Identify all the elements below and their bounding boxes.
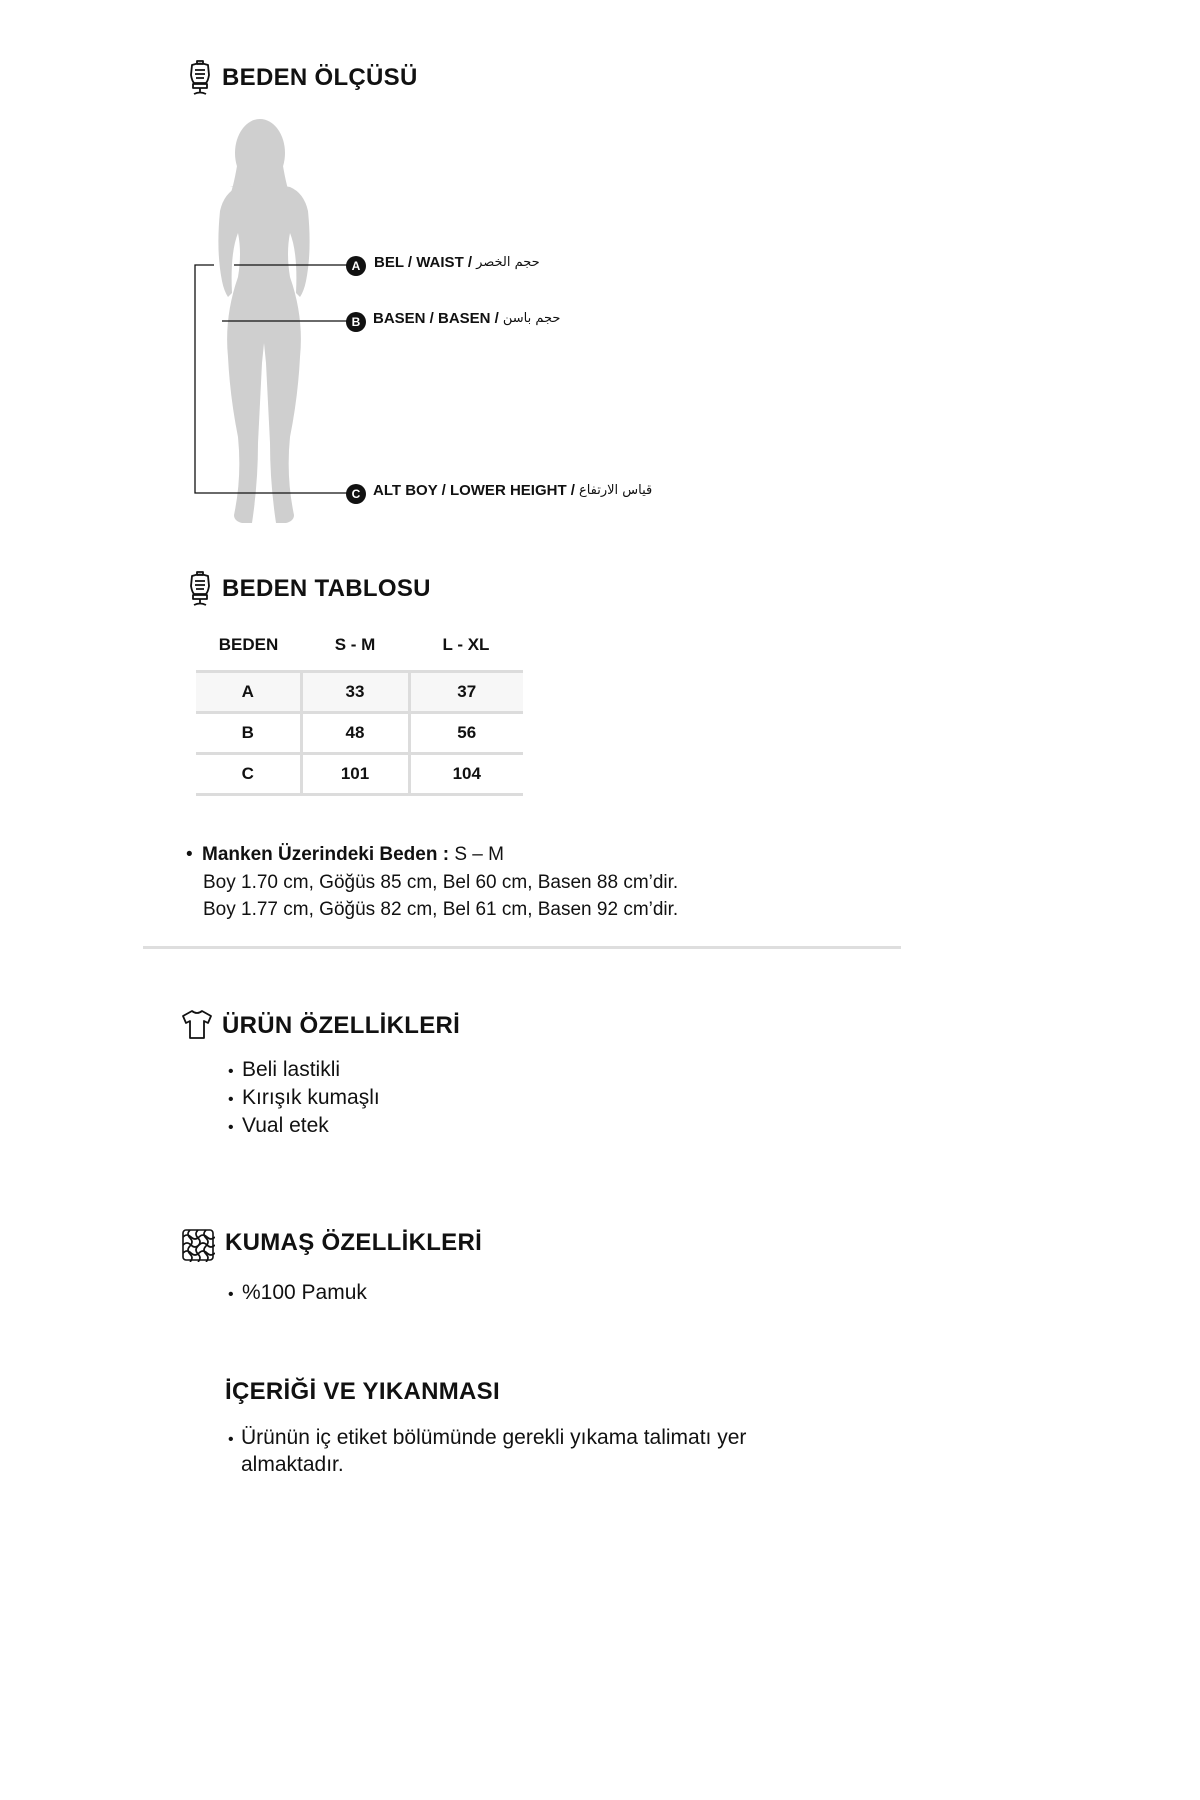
table-header: L - XL xyxy=(442,635,490,654)
table-cell: 104 xyxy=(409,754,523,795)
table-cell: B xyxy=(196,713,301,754)
table-row xyxy=(196,754,523,795)
fabric-pattern-icon xyxy=(181,1228,215,1262)
list-item: • Kırışık kumaşlı xyxy=(228,1085,380,1113)
table-cell: C xyxy=(196,754,301,795)
model-measurements-2: Boy 1.77 cm, Göğüs 82 cm, Bel 61 cm, Basen 92 cm’dir. xyxy=(203,899,679,920)
measurement-badge-b: B xyxy=(346,312,366,332)
size-table-header-row xyxy=(196,628,523,662)
care-text: • Ürünün iç etiket bölümünde gerekli yıkama talimatı yer almaktadır. xyxy=(228,1426,747,1476)
measurement-badge-c: C xyxy=(346,484,366,504)
section-divider xyxy=(143,946,901,949)
table-cell: A xyxy=(196,672,301,713)
measurement-label-hips: BASEN / BASEN / حجم باسن xyxy=(373,310,561,327)
fabric-features-title: KUMAŞ ÖZELLİKLERİ xyxy=(225,1229,483,1256)
tshirt-icon xyxy=(181,1008,213,1040)
measurement-label-lower-height: ALT BOY / LOWER HEIGHT / قياس الارتفاع xyxy=(373,482,653,499)
measurement-badge-a: A xyxy=(346,256,366,276)
table-row xyxy=(196,672,523,713)
table-cell: 37 xyxy=(409,672,523,713)
measurement-label-waist: BEL / WAIST / حجم الخصر xyxy=(374,254,540,271)
care-line-1: Ürünün iç etiket bölümünde gerekli yıkama talimatı yer xyxy=(241,1426,747,1449)
model-measurements-1: Boy 1.70 cm, Göğüs 85 cm, Bel 60 cm, Basen 88 cm’dir. xyxy=(203,872,679,893)
table-cell: 56 xyxy=(409,713,523,754)
table-cell: 33 xyxy=(301,672,409,713)
table-row xyxy=(196,713,523,754)
table-cell: 101 xyxy=(301,754,409,795)
product-features-title: ÜRÜN ÖZELLİKLERİ xyxy=(222,1012,461,1039)
mannequin-icon xyxy=(186,569,214,609)
model-size-value: S – M xyxy=(454,844,504,865)
size-table-title: BEDEN TABLOSU xyxy=(222,575,431,602)
measurement-lines xyxy=(190,255,360,500)
list-item: • Vual etek xyxy=(228,1113,380,1141)
mannequin-icon xyxy=(186,58,214,98)
measurements-title: BEDEN ÖLÇÜSÜ xyxy=(222,64,418,91)
care-line-2: almaktadır. xyxy=(241,1453,344,1476)
care-title: İÇERİĞİ VE YIKANMASI xyxy=(225,1378,500,1405)
model-size-line: • Manken Üzerindeki Beden : S – M xyxy=(186,844,504,865)
fabric-features-list xyxy=(228,1280,367,1308)
table-cell: 48 xyxy=(301,713,409,754)
product-features-list xyxy=(228,1057,380,1141)
table-header: S - M xyxy=(334,635,376,654)
list-item: • %100 Pamuk xyxy=(228,1280,367,1308)
list-item: • Beli lastikli xyxy=(228,1057,380,1085)
size-table xyxy=(196,628,523,796)
model-size-label: Manken Üzerindeki Beden : xyxy=(202,844,450,865)
table-header: BEDEN xyxy=(218,635,279,654)
